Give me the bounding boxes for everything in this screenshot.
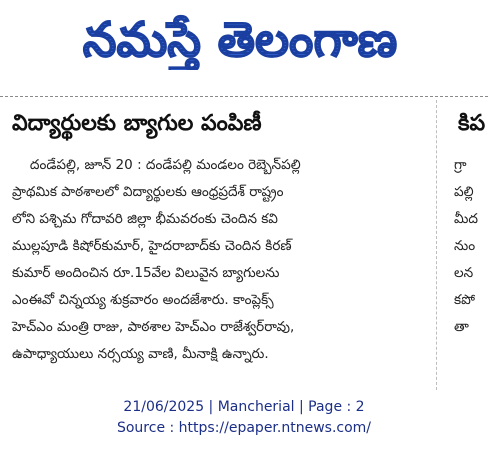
- article-line: దండేపల్లి, జూన్ 20 : దండేపల్లి మండలం రెబ్బెన్‌పల్లి: [29, 157, 301, 173]
- article-headline: విద్యార్థులకు బ్యాగుల పంపిణీ: [12, 111, 262, 136]
- footer-source: Source : https://epaper.ntnews.com/: [116, 420, 372, 436]
- article-line: ప్రాథమిక పాఠశాలలో విద్యార్థులకు ఆంధ్రప్రదేశ్ రాష్ట్రం: [12, 184, 284, 200]
- article-line: లోని పశ్చిమ గోదావరి జిల్లా భీమవరంకు చెందిన కవి: [12, 211, 278, 227]
- article-line: ముల్లపూడి కిషోర్‌కుమార్, హైదరాబాద్‌కు చెందిన కిరణ్: [12, 238, 292, 254]
- adjacent-article-body: [454, 152, 488, 341]
- adjacent-article-line: లన: [454, 265, 474, 281]
- masthead-logo: [40, 6, 440, 70]
- adjacent-article-line: గ్రా: [454, 157, 467, 173]
- article-line: కుమార్ అందించిన రూ.15వేల విలువైన బ్యాగులను: [12, 265, 280, 281]
- column-divider: [436, 100, 437, 390]
- footer-date-edition: 21/06/2025 | Mancherial | Page : 2: [123, 399, 365, 415]
- adjacent-article-line: మీద: [454, 211, 478, 227]
- adjacent-article-line: తా: [454, 319, 469, 335]
- top-divider: [0, 96, 488, 97]
- adjacent-article-line: కపో: [454, 292, 475, 308]
- article-line: ఉపాధ్యాయులు నర్సయ్య వాణి, మీనాక్షి ఉన్నారు.: [12, 346, 269, 362]
- article-line: ఎంఈవో చిన్నయ్య శుక్రవారం అందజేశారు. కాంప్లెక్స్: [12, 292, 274, 308]
- masthead-title: నమస్తే తెలంగాణ: [82, 12, 398, 68]
- adjacent-article-headline: కిప: [458, 111, 486, 136]
- adjacent-article-line: నుం: [454, 238, 476, 254]
- adjacent-article-line: పల్లి: [454, 184, 474, 200]
- article-line: హెచ్‌ఎం మంత్రి రాజు, పాఠశాల హెచ్‌ఎం రాజేశ్వర్‌రావు,: [12, 319, 295, 335]
- article-body: [12, 152, 430, 368]
- masthead-logo-art: [40, 6, 440, 70]
